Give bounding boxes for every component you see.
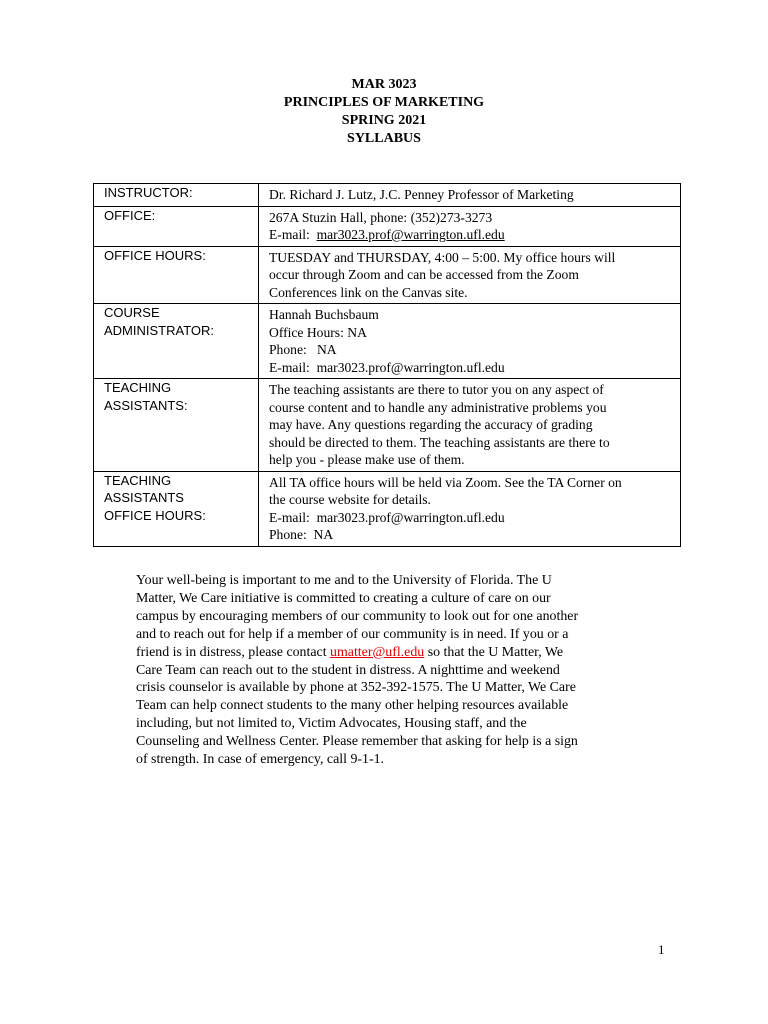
table-row-ta-office-hours — [94, 471, 681, 546]
paragraph-line: campus by encouraging members of our community to look out for one another — [136, 608, 579, 624]
ta-office-hours-line: the course website for details. — [269, 492, 431, 507]
ta-office-hours-label-line: ASSISTANTS — [104, 490, 184, 505]
ta-office-hours-line: All TA office hours will be held via Zoom. See the TA Corner on — [269, 474, 622, 490]
course-administrator-label-line: COURSE — [104, 305, 160, 320]
course-administrator-label — [94, 304, 259, 379]
paragraph-text: so that the U Matter, We — [424, 644, 564, 660]
teaching-assistants-label — [94, 379, 259, 472]
paragraph-line — [136, 644, 626, 662]
paragraph-line: Team can help connect students to the many other helping resources available — [136, 698, 569, 714]
ta-description-line: help you - please make use of them. — [269, 452, 465, 467]
office-label: OFFICE: — [94, 206, 259, 246]
course-info-table — [93, 183, 681, 547]
teaching-assistants-label-line: ASSISTANTS: — [104, 397, 188, 413]
paragraph-line: Counseling and Wellness Center. Please remember that asking for help is a sign — [136, 734, 578, 750]
ta-email: E-mail: mar3023.prof@warrington.ufl.edu — [269, 509, 505, 525]
paragraph-text: friend is in distress, please contact — [136, 644, 331, 660]
teaching-assistants-value — [259, 379, 681, 472]
table-row-teaching-assistants — [94, 379, 681, 472]
ta-description-line: The teaching assistants are there to tutor you on any aspect of — [269, 382, 604, 397]
administrator-phone: Phone: NA — [269, 342, 337, 357]
administrator-name: Hannah Buchsbaum — [269, 307, 379, 322]
table-row-office-hours — [94, 246, 681, 304]
table-row-instructor — [94, 184, 681, 207]
office-value — [259, 206, 681, 246]
administrator-email: E-mail: mar3023.prof@warrington.ufl.edu — [269, 359, 505, 375]
administrator-office-hours: Office Hours: NA — [269, 324, 367, 340]
office-hours-label: OFFICE HOURS: — [94, 246, 259, 304]
ta-office-hours-value — [259, 471, 681, 546]
office-hours-line: Conferences link on the Canvas site. — [269, 284, 468, 300]
course-code: MAR 3023 — [351, 77, 417, 92]
ta-description-line: may have. Any questions regarding the accuracy of grading — [269, 417, 593, 432]
course-title: PRINCIPLES OF MARKETING — [283, 95, 485, 110]
instructor-label: INSTRUCTOR: — [94, 184, 259, 207]
wellbeing-paragraph — [136, 572, 626, 769]
instructor-value: Dr. Richard J. Lutz, J.C. Penney Professor of Marketing — [259, 184, 681, 207]
office-hours-value — [259, 246, 681, 304]
umatter-email-link[interactable]: umatter@ufl.edu — [330, 644, 425, 660]
office-hours-line: TUESDAY and THURSDAY, 4:00 – 5:00. My office hours will — [269, 249, 616, 265]
office-email-prefix: E-mail: — [269, 227, 317, 242]
office-email-line — [269, 226, 671, 244]
document-header — [0, 76, 768, 148]
table-row-office — [94, 206, 681, 246]
paragraph-line: crisis counselor is available by phone at 352-392-1575. The U Matter, We Care — [136, 680, 576, 696]
paragraph-line: including, but not limited to, Victim Advocates, Housing staff, and the — [136, 716, 527, 732]
paragraph-line: Matter, We Care initiative is committed to creating a culture of care on our — [136, 590, 551, 606]
course-administrator-label-line: ADMINISTRATOR: — [104, 322, 215, 338]
paragraph-line: and to reach out for help if a member of our community is in need. If you or a — [136, 626, 569, 642]
ta-office-hours-label-line: TEACHING — [104, 472, 172, 488]
office-location: 267A Stuzin Hall, phone: (352)273-3273 — [269, 209, 493, 225]
course-administrator-value — [259, 304, 681, 379]
paragraph-line: Your well-being is important to me and to the University of Florida. The U — [136, 573, 552, 588]
paragraph-line: Care Team can reach out to the student in distress. A nighttime and weekend — [136, 662, 560, 678]
paragraph-line: of strength. In case of emergency, call 9-1-1. — [136, 752, 385, 768]
ta-description-line: should be directed to them. The teaching assistants are there to — [269, 434, 610, 450]
ta-phone: Phone: NA — [269, 527, 334, 542]
teaching-assistants-label-line: TEACHING — [104, 380, 172, 395]
ta-office-hours-label-line: OFFICE HOURS: — [104, 507, 206, 523]
ta-description-line: course content and to handle any administrative problems you — [269, 399, 607, 415]
office-email-link[interactable]: mar3023.prof@warrington.ufl.edu — [316, 227, 505, 242]
term: SPRING 2021 — [341, 113, 427, 128]
table-row-course-administrator — [94, 304, 681, 379]
page-number: 1 — [658, 942, 665, 957]
document-type: SYLLABUS — [347, 131, 421, 146]
ta-office-hours-label — [94, 471, 259, 546]
office-hours-line: occur through Zoom and can be accessed from the Zoom — [269, 267, 579, 282]
